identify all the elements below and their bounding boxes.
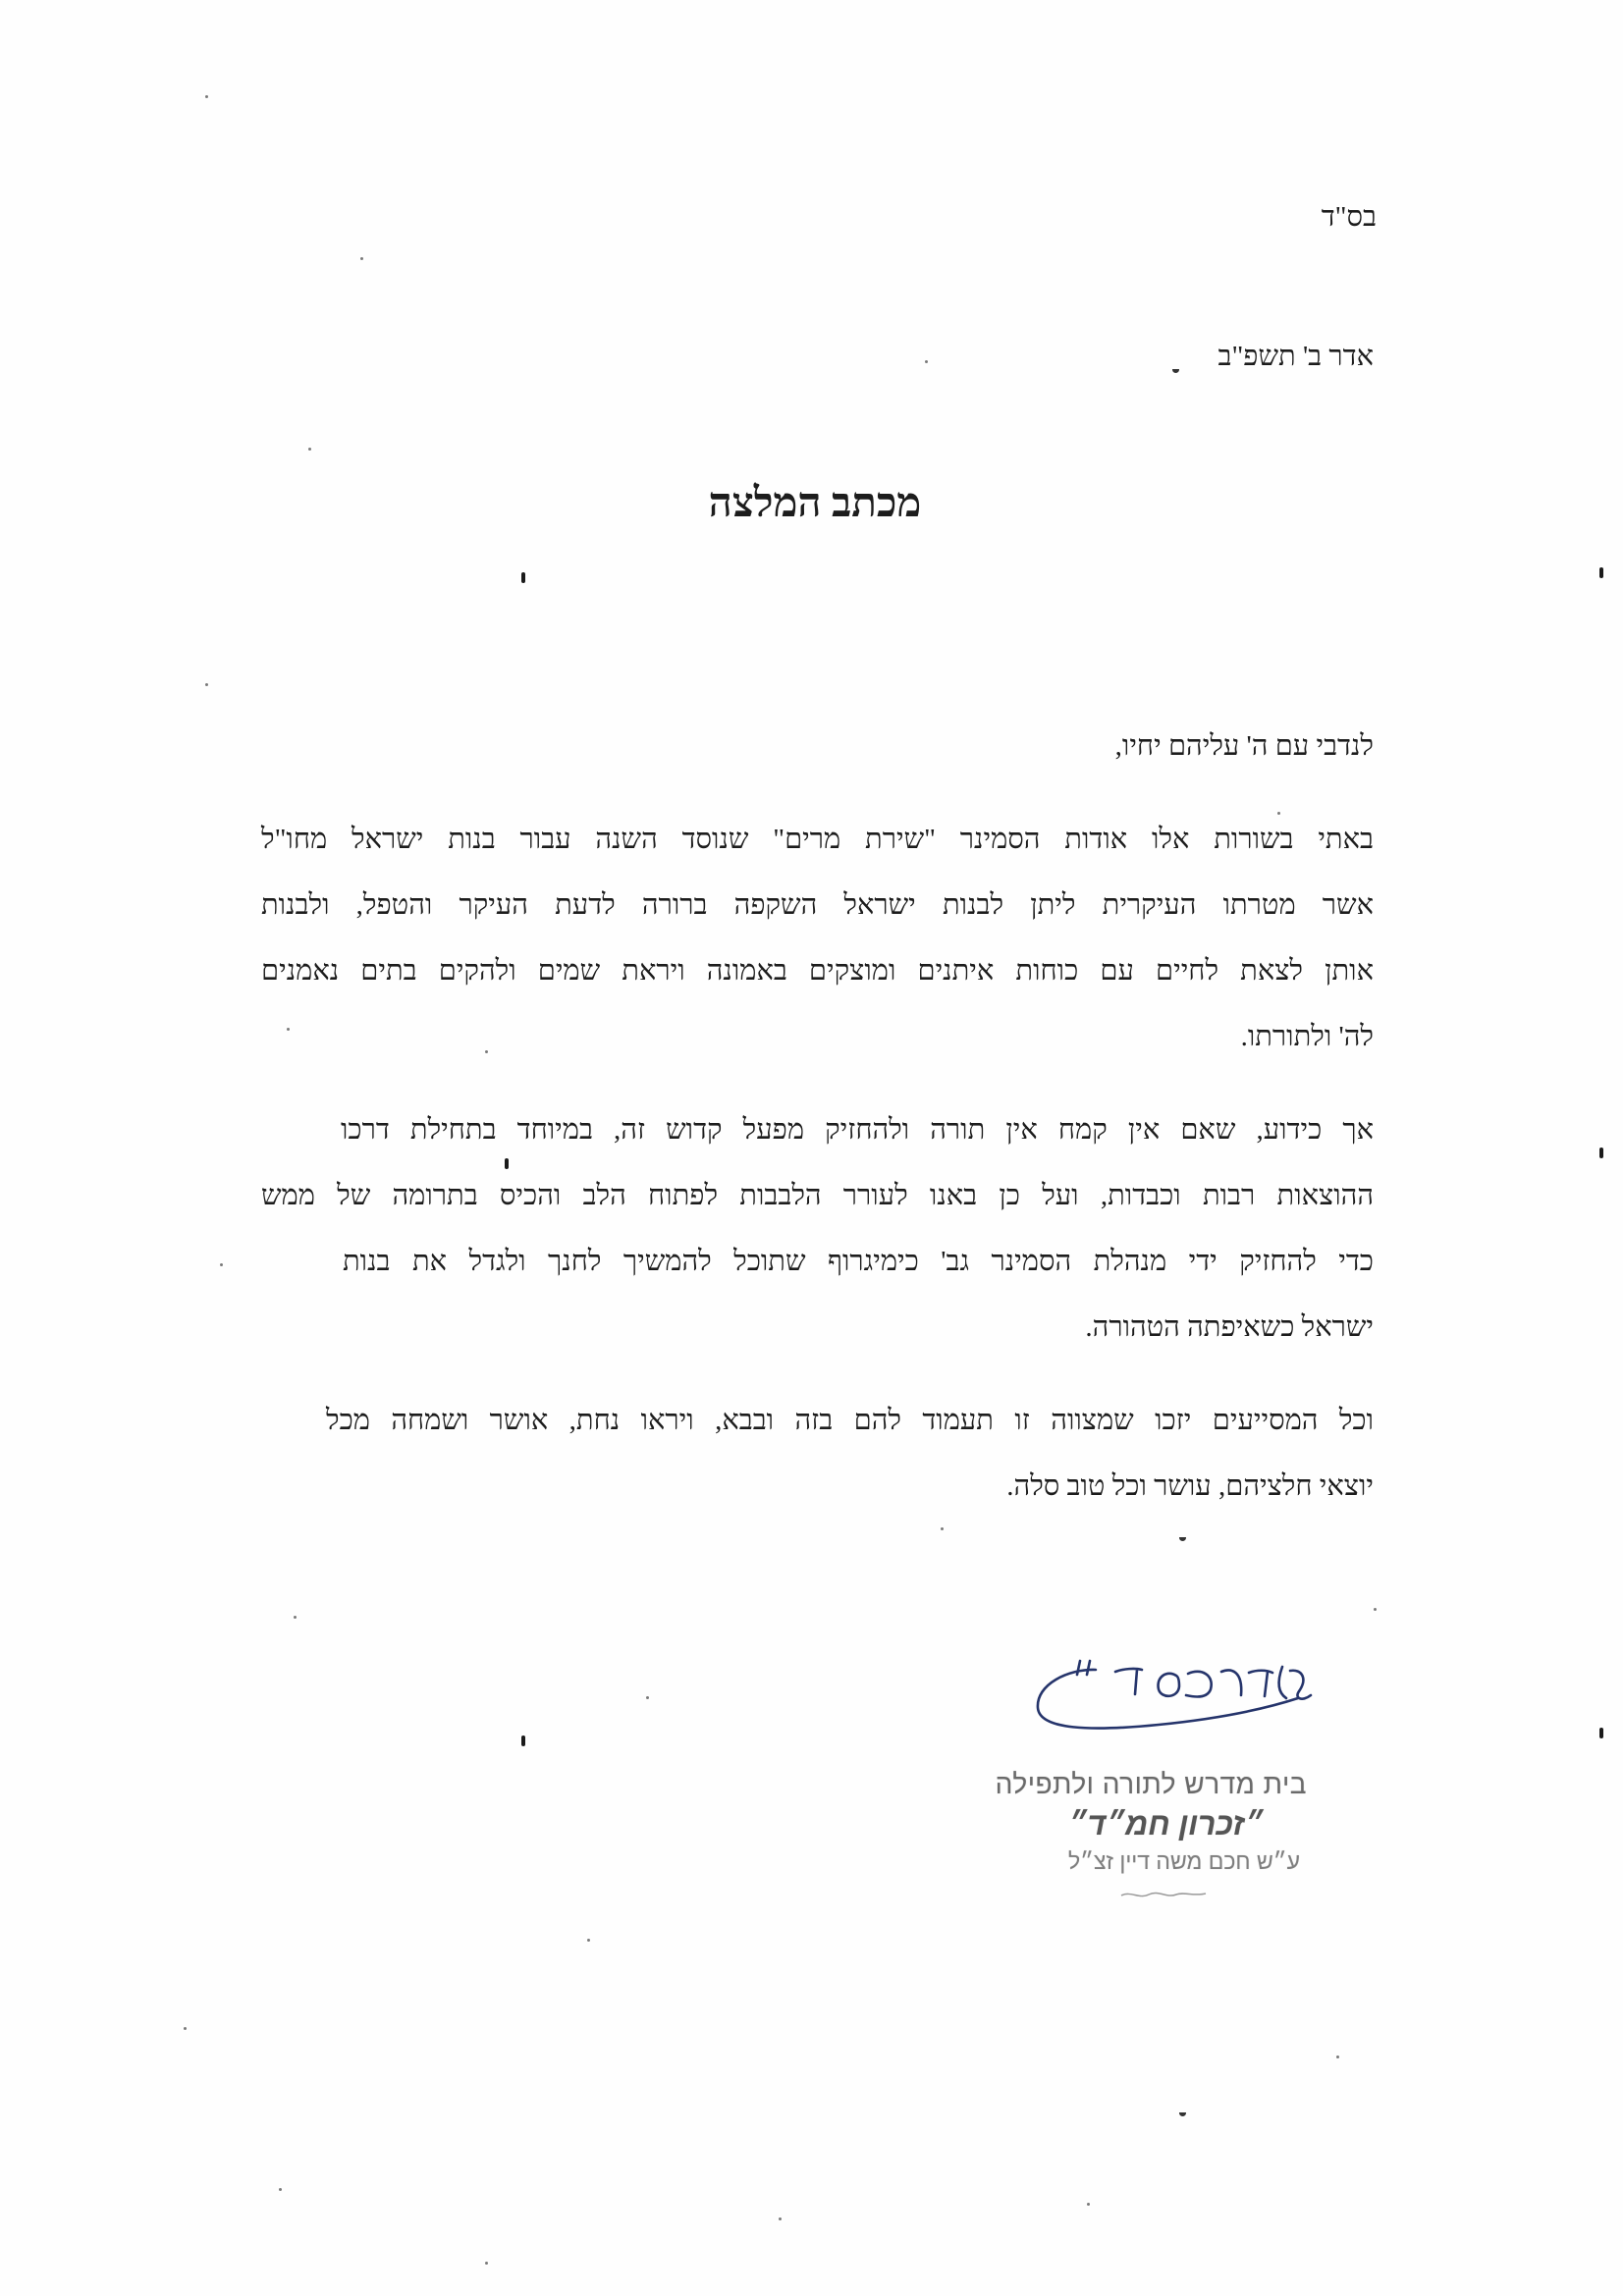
greeting-line: לנדבי עם ה' עליהם יחיו, (1114, 730, 1374, 762)
paragraph-line: אך כידוע, שאם אין קמח אין תורה ולהחזיק מפעל קדוש זה, במיוחד בתחילת דרכו (341, 1114, 1374, 1146)
scan-speck (1172, 369, 1179, 373)
letter-date: אדר ב' תשפ"ב (1217, 341, 1374, 372)
scan-speck (1336, 2056, 1339, 2058)
scan-speck (308, 448, 311, 451)
scan-speck (220, 1263, 223, 1266)
signature-letter-stroke (1077, 1661, 1090, 1675)
paragraph-2 (261, 1097, 1374, 1361)
paragraph-line: אשר מטרתו העיקרית ליתן לבנות ישראל השקפה ברורה לדעת העיקר והטפל, ולבנות (261, 889, 1374, 921)
scan-speck (779, 2217, 782, 2220)
letter-title: מכתב המלצה (708, 481, 922, 526)
signature-letter-stroke (1279, 1667, 1311, 1699)
signature-letter-stroke (1249, 1671, 1272, 1696)
letter-body (261, 714, 1374, 1520)
institution-stamp (934, 1765, 1307, 1879)
handwritten-signature (1021, 1649, 1316, 1747)
signature-letter-stroke (1159, 1674, 1179, 1696)
scan-speck (1599, 1728, 1603, 1738)
signature-drawing (1021, 1649, 1316, 1747)
scan-speck (294, 1616, 297, 1619)
paragraph-line: כדי להחזיק ידי מנהלת הסמינר גב' כימיגרוף שתוכל להמשיך לחנך ולגדל את בנות (343, 1246, 1374, 1277)
scan-speck (205, 95, 208, 98)
paragraph-line: אותן לצאת לחיים עם כוחות איתנים ומוצקים באמונה ויראת שמים ולהקים בתים נאמנים (261, 955, 1374, 987)
scan-speck (925, 360, 928, 363)
scan-speck (646, 1696, 649, 1699)
signature-letter-stroke (1115, 1669, 1142, 1694)
signature-letter-stroke (1221, 1671, 1241, 1695)
scan-speck (360, 257, 363, 260)
stamp-institution-name: בית מדרש לתורה ולתפילה (995, 1769, 1307, 1799)
scan-speck (279, 2188, 282, 2191)
scan-speck (485, 1050, 488, 1053)
scan-speck (521, 572, 525, 583)
scan-speck (1277, 812, 1280, 815)
bsd-header: בס"ד (1321, 201, 1377, 233)
paragraph-line: ההוצאות רבות וכבדות, ועל כן באנו לעורר הלבבות לפתוח הלב והכיס בתרומה של ממש (261, 1180, 1374, 1211)
paragraph-line: לה' ולתורתו. (1240, 1021, 1374, 1052)
paragraph-line: יוצאי חלציהם, עושר וכל טוב סלה. (1006, 1470, 1374, 1502)
scan-speck (205, 683, 208, 686)
scan-speck (1599, 1148, 1603, 1158)
stamp-dedication: ע״ש חכם משה דיין זצ״ל (1067, 1848, 1300, 1874)
paragraph-1 (261, 807, 1374, 1070)
scan-speck (1179, 2112, 1186, 2116)
signature-letter-stroke (1186, 1672, 1212, 1697)
scan-speck (1599, 567, 1603, 578)
signature-hook-stroke (1038, 1670, 1298, 1729)
scan-speck (184, 2027, 187, 2030)
paragraph-3 (261, 1388, 1374, 1520)
stamp-scribble (1119, 1887, 1208, 1902)
scan-speck (505, 1158, 509, 1169)
scan-speck (1179, 1537, 1186, 1541)
scan-speck (287, 1028, 290, 1031)
paragraph-line: ישראל כשאיפתה הטהורה. (1085, 1311, 1374, 1343)
paragraph-line: וכל המסייעים יזכו שמצווה זו תעמוד להם בזה ובבא, ויראו נחת, אושר ושמחה מכל (326, 1405, 1374, 1436)
scan-speck (521, 1735, 525, 1746)
scan-speck (1087, 2203, 1090, 2206)
scan-speck (1374, 1608, 1377, 1611)
paragraph-line: באתי בשורות אלו אודות הסמינר "שירת מרים" שנוסד השנה עבור בנות ישראל מחו"ל (261, 824, 1374, 855)
scan-speck (587, 1939, 590, 1942)
stamp-memorial-name: ״זכרון חמ״ד״ (1067, 1806, 1264, 1842)
scan-speck (941, 1527, 944, 1530)
scan-speck (485, 2262, 488, 2265)
